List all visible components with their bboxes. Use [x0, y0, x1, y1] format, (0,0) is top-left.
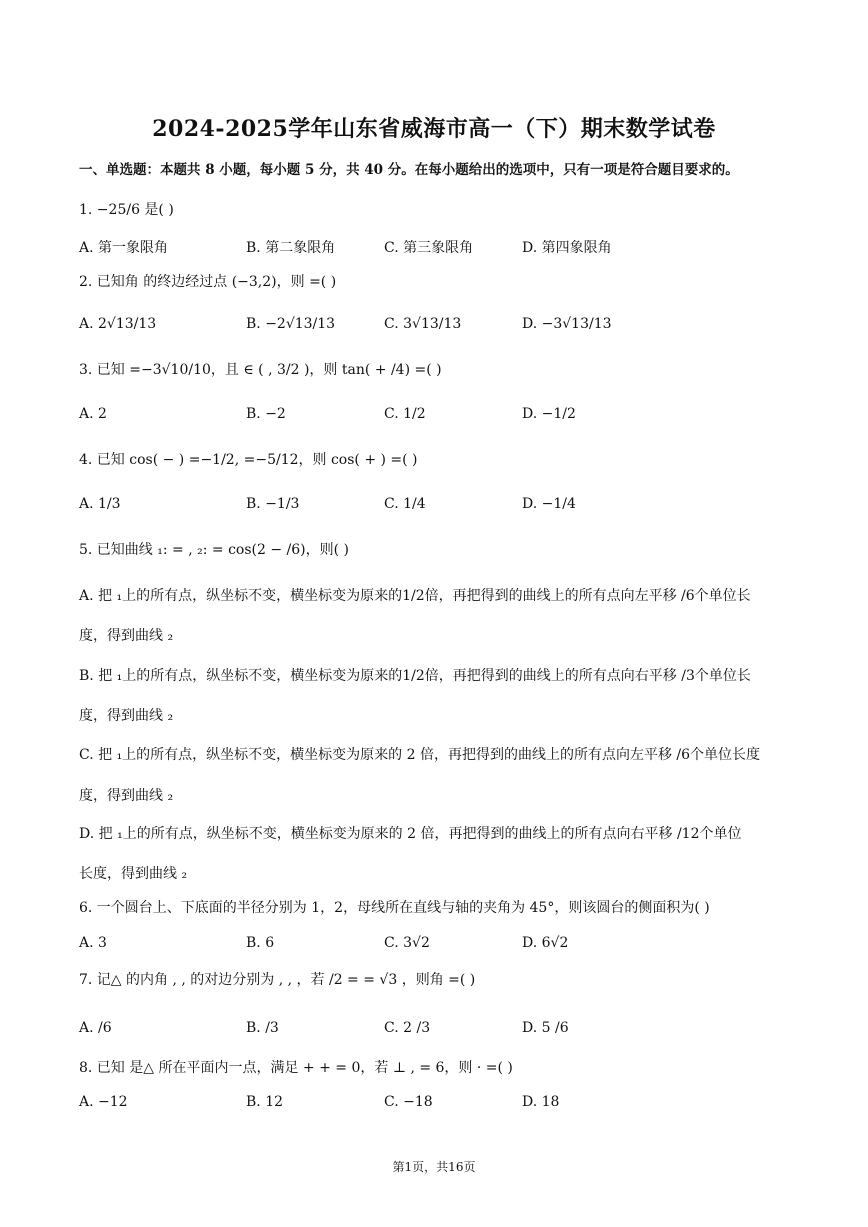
q1-option-a: A. 第一象限角 [79, 240, 169, 256]
question-6-stem: 6. 一个圆台上、下底面的半径分别为 1，2，母线所在直线与轴的夹角为 45°，则该圆台的侧面积为( ) [79, 900, 710, 916]
q5-option-c-line1: C. 把 ₁上的所有点，纵坐标不变，横坐标变为原来的 2 倍，再把得到的曲线上的所有点向左平移 /6个单位长度 [79, 747, 761, 763]
q5-option-a-line1: A. 把 ₁上的所有点，纵坐标不变，横坐标变为原来的1/2倍，再把得到的曲线上的所有点向左平移 /6个单位长 [79, 588, 751, 604]
question-3-stem: 3. 已知 =−3√10/10，且 ∈ ( , 3/2 )，则 tan( + /4) =( ) [79, 362, 442, 378]
q5-option-a-line2: 度，得到曲线 ₂ [79, 628, 174, 644]
q7-option-a: A. /6 [79, 1020, 112, 1036]
q7-option-b: B. /3 [246, 1020, 279, 1036]
q1-option-c: C. 第三象限角 [384, 240, 474, 256]
q4-option-c: C. 1/4 [384, 496, 426, 512]
q3-option-c: C. 1/2 [384, 406, 426, 422]
document-title: 2024-2025学年山东省威海市高一（下）期末数学试卷 [152, 116, 716, 142]
q2-option-a: A. 2√13/13 [79, 316, 157, 332]
question-1-stem: 1. −25/6 是( ) [79, 202, 174, 218]
q1-option-d: D. 第四象限角 [522, 240, 612, 256]
q7-option-d: D. 5 /6 [522, 1020, 569, 1036]
section-heading: 一、单选题：本题共 8 小题，每小题 5 分，共 40 分。在每小题给出的选项中，只有一项是符合题目要求的。 [79, 162, 739, 178]
question-8-stem: 8. 已知 是△ 所在平面内一点，满足 + + = 0，若 ⊥ , = 6，则 · =( ) [79, 1060, 513, 1076]
q5-option-b-line1: B. 把 ₁上的所有点，纵坐标不变，横坐标变为原来的1/2倍，再把得到的曲线上的所有点向右平移 /3个单位长 [79, 668, 751, 684]
q2-option-b: B. −2√13/13 [246, 316, 336, 332]
q7-option-c: C. 2 /3 [384, 1020, 431, 1036]
q3-option-b: B. −2 [246, 406, 286, 422]
q6-option-b: B. 6 [246, 935, 275, 951]
q5-option-b-line2: 度，得到曲线 ₂ [79, 708, 174, 724]
q6-option-a: A. 3 [79, 935, 107, 951]
page-footer: 第1页，共16页 [392, 1160, 476, 1174]
question-4-stem: 4. 已知 cos( − ) =−1/2, =−5/12，则 cos( + ) =( ) [79, 452, 418, 468]
q8-option-c: C. −18 [384, 1094, 433, 1110]
q8-option-d: D. 18 [522, 1094, 560, 1110]
q1-option-b: B. 第二象限角 [246, 240, 336, 256]
q3-option-d: D. −1/2 [522, 406, 576, 422]
q5-option-d-line1: D. 把 ₁上的所有点，纵坐标不变，横坐标变为原来的 2 倍，再把得到的曲线上的所有点向右平移 /12个单位 [79, 826, 742, 842]
q4-option-b: B. −1/3 [246, 496, 300, 512]
question-5-stem: 5. 已知曲线 ₁: = , ₂: = cos(2 − /6)，则( ) [79, 542, 349, 558]
q6-option-c: C. 3√2 [384, 935, 430, 951]
q3-option-a: A. 2 [79, 406, 107, 422]
q5-option-c-line2: 度，得到曲线 ₂ [79, 788, 174, 804]
q2-option-c: C. 3√13/13 [384, 316, 462, 332]
q8-option-a: A. −12 [79, 1094, 128, 1110]
question-2-stem: 2. 已知角 的终边经过点 (−3,2)，则 =( ) [79, 274, 337, 290]
q6-option-d: D. 6√2 [522, 935, 569, 951]
q2-option-d: D. −3√13/13 [522, 316, 612, 332]
q4-option-a: A. 1/3 [79, 496, 121, 512]
q4-option-d: D. −1/4 [522, 496, 576, 512]
q8-option-b: B. 12 [246, 1094, 284, 1110]
q5-option-d-line2: 长度，得到曲线 ₂ [79, 866, 188, 882]
question-7-stem: 7. 记△ 的内角 , , 的对边分别为 , , ，若 /2 = = √3 ，则角 =( ) [79, 972, 476, 988]
